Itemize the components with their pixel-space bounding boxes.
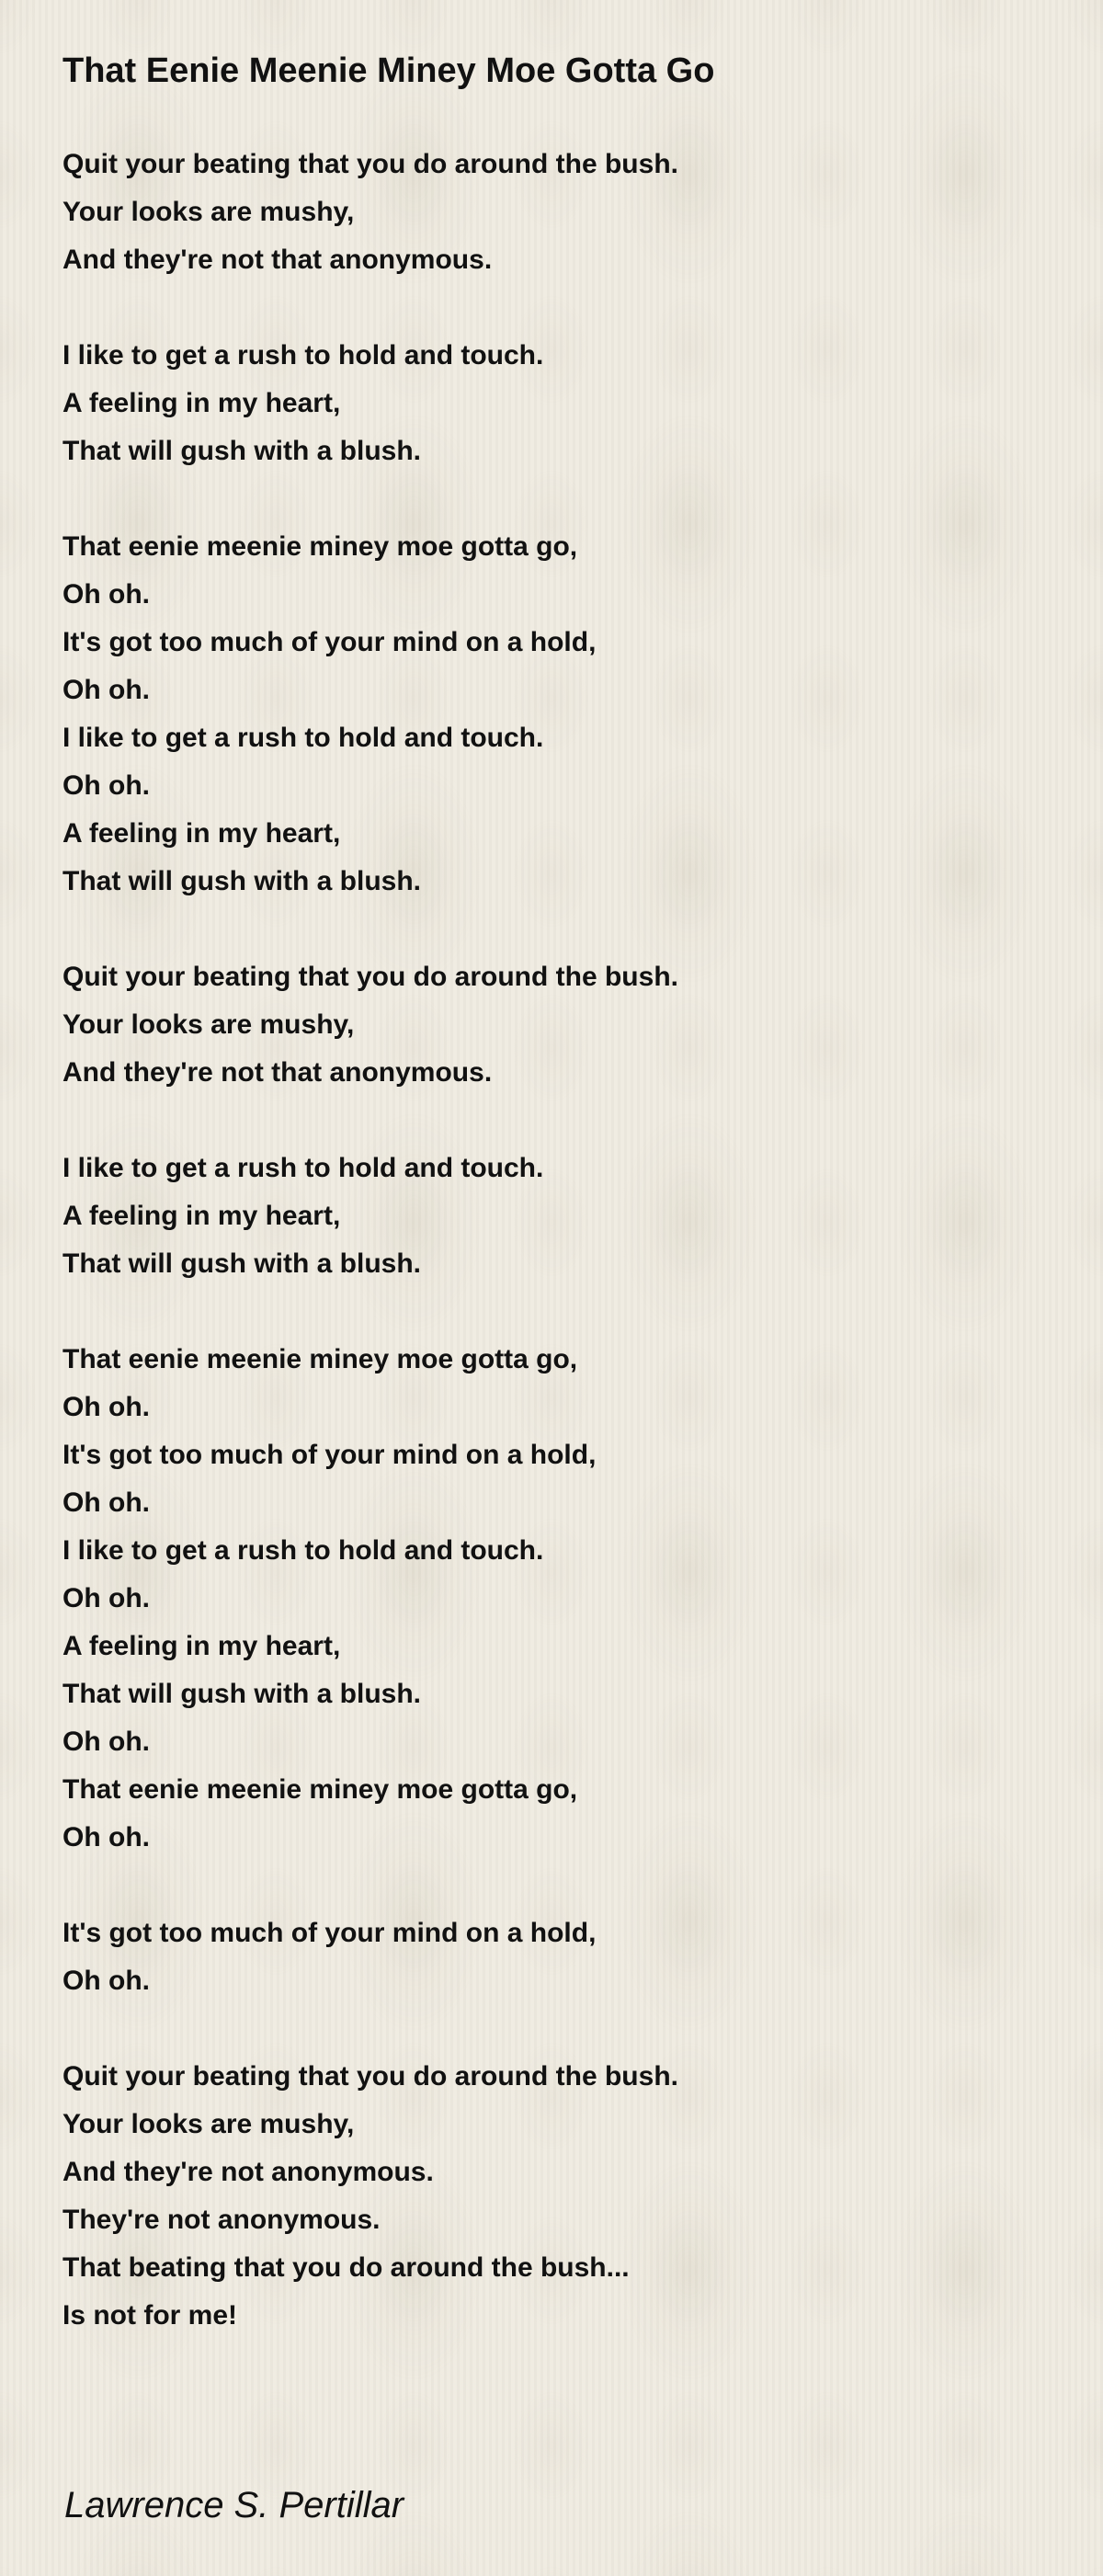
poem-line: Oh oh. [63, 1822, 150, 1852]
poem-line: I like to get a rush to hold and touch. [63, 1153, 544, 1183]
poem-line: Quit your beating that you do around the bush. [63, 2061, 678, 2092]
poem-line: Your looks are mushy, [63, 1009, 355, 1040]
poem-line: I like to get a rush to hold and touch. [63, 340, 544, 370]
poem-line: That beating that you do around the bush... [63, 2252, 630, 2283]
poem-line: Your looks are mushy, [63, 197, 355, 227]
poem-line: Oh oh. [63, 1487, 150, 1518]
poem-body [63, 141, 678, 2388]
poem-stanza [63, 523, 678, 906]
poem-line: That eenie meenie miney moe gotta go, [63, 531, 578, 562]
poem-author: Lawrence S. Pertillar [64, 2485, 404, 2525]
poem-line: That will gush with a blush. [63, 436, 421, 466]
poem-stanza [63, 1336, 678, 1862]
poem-line: A feeling in my heart, [63, 388, 341, 418]
poem-line: Oh oh. [63, 1727, 150, 1757]
poem-line: Is not for me! [63, 2300, 238, 2331]
poem-stanza [63, 953, 678, 1097]
poem-line: That will gush with a blush. [63, 866, 421, 896]
poem-line: I like to get a rush to hold and touch. [63, 1535, 544, 1566]
poem-line: It's got too much of your mind on a hold, [63, 627, 597, 657]
poem-line: Oh oh. [63, 1392, 150, 1422]
poem-line: That eenie meenie miney moe gotta go, [63, 1774, 578, 1805]
poem-line: That will gush with a blush. [63, 1679, 421, 1709]
poem-stanza [63, 1909, 678, 2005]
poem-line: Oh oh. [63, 579, 150, 610]
poem-line: A feeling in my heart, [63, 1631, 341, 1661]
poem-line: That eenie meenie miney moe gotta go, [63, 1344, 578, 1374]
poem-line: Your looks are mushy, [63, 2109, 355, 2139]
poem-line: And they're not anonymous. [63, 2157, 434, 2187]
poem-line: Quit your beating that you do around the bush. [63, 962, 678, 992]
poem-line: It's got too much of your mind on a hold, [63, 1440, 597, 1470]
poem-line: Oh oh. [63, 1583, 150, 1613]
poem-stanza [63, 2053, 678, 2340]
poem-line: A feeling in my heart, [63, 1201, 341, 1231]
poem-line: Quit your beating that you do around the bush. [63, 149, 678, 179]
poem-line: I like to get a rush to hold and touch. [63, 723, 544, 753]
poem-stanza [63, 332, 678, 475]
poem-line: And they're not that anonymous. [63, 1057, 493, 1088]
poem-stanza [63, 141, 678, 284]
poem-line: They're not anonymous. [63, 2205, 381, 2235]
poem-title: That Eenie Meenie Miney Moe Gotta Go [63, 51, 715, 90]
poem-line: That will gush with a blush. [63, 1248, 421, 1279]
poem-line: It's got too much of your mind on a hold, [63, 1918, 597, 1948]
poem-line: And they're not that anonymous. [63, 245, 493, 275]
poem-line: Oh oh. [63, 1966, 150, 1996]
poem-line: Oh oh. [63, 675, 150, 705]
poem-line: A feeling in my heart, [63, 818, 341, 849]
poem-stanza [63, 1145, 678, 1288]
poem-line: Oh oh. [63, 770, 150, 801]
